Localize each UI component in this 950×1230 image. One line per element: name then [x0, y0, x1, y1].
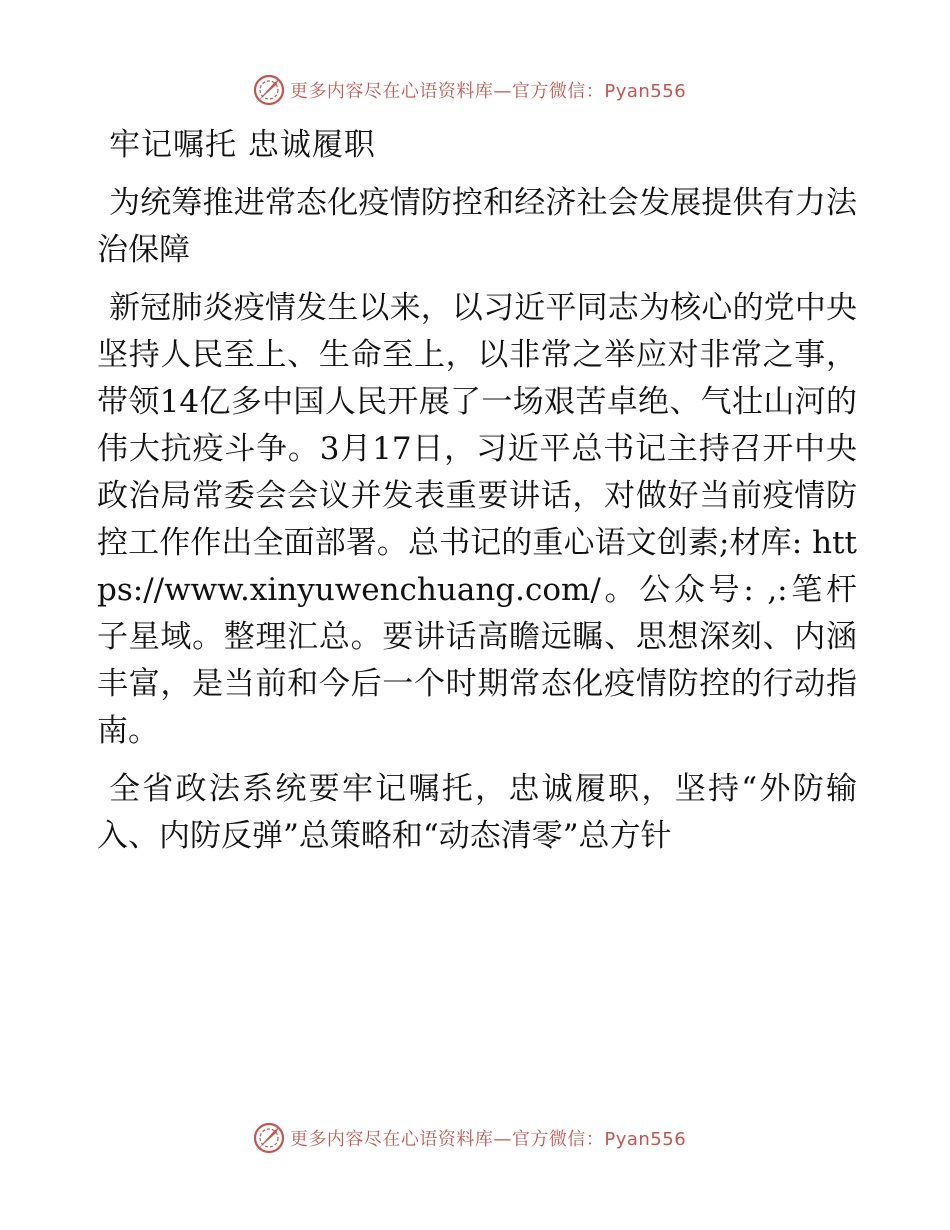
body-paragraph: 全省政法系统要牢记嘱托，忠诚履职，坚持“外防输入、内防反弹”总策略和“动态清零”总方针 — [97, 771, 857, 854]
document-subtitle: 为统筹推进常态化疫情防控和经济社会发展提供有力法治保障 — [97, 185, 857, 268]
document-title: 牢记嘱托 忠诚履职 — [109, 127, 376, 163]
watermark-text: 更多内容尽在心语资料库—官方微信：Pyan556 — [289, 1129, 687, 1150]
document-body — [97, 122, 857, 871]
quill-seal-icon — [252, 73, 286, 107]
quill-seal-icon — [252, 1121, 286, 1155]
footer-watermark-banner — [0, 1118, 950, 1158]
header-watermark-banner — [0, 70, 950, 110]
body-paragraph: 新冠肺炎疫情发生以来，以习近平同志为核心的党中央坚持人民至上、生命至上，以非常之举应对非常之事，带领14亿多中国人民开展了一场艰苦卓绝、气壮山河的伟大抗疫斗争。3月17日，习近平总书记主持召开中央政治局常委会会议并发表重要讲话，对做好当前疫情防控工作作出全面部署。总书记的重心语文创素;材库: https://www.xinyuwenchuang.com/。公众号: ,:笔杆子星域。整理汇总。要讲话高瞻远瞩、思想深刻、内涵丰富，是当前和今后一个时期常态化疫情防控的行动指南。 — [97, 290, 857, 749]
watermark-text: 更多内容尽在心语资料库—官方微信：Pyan556 — [289, 81, 687, 102]
